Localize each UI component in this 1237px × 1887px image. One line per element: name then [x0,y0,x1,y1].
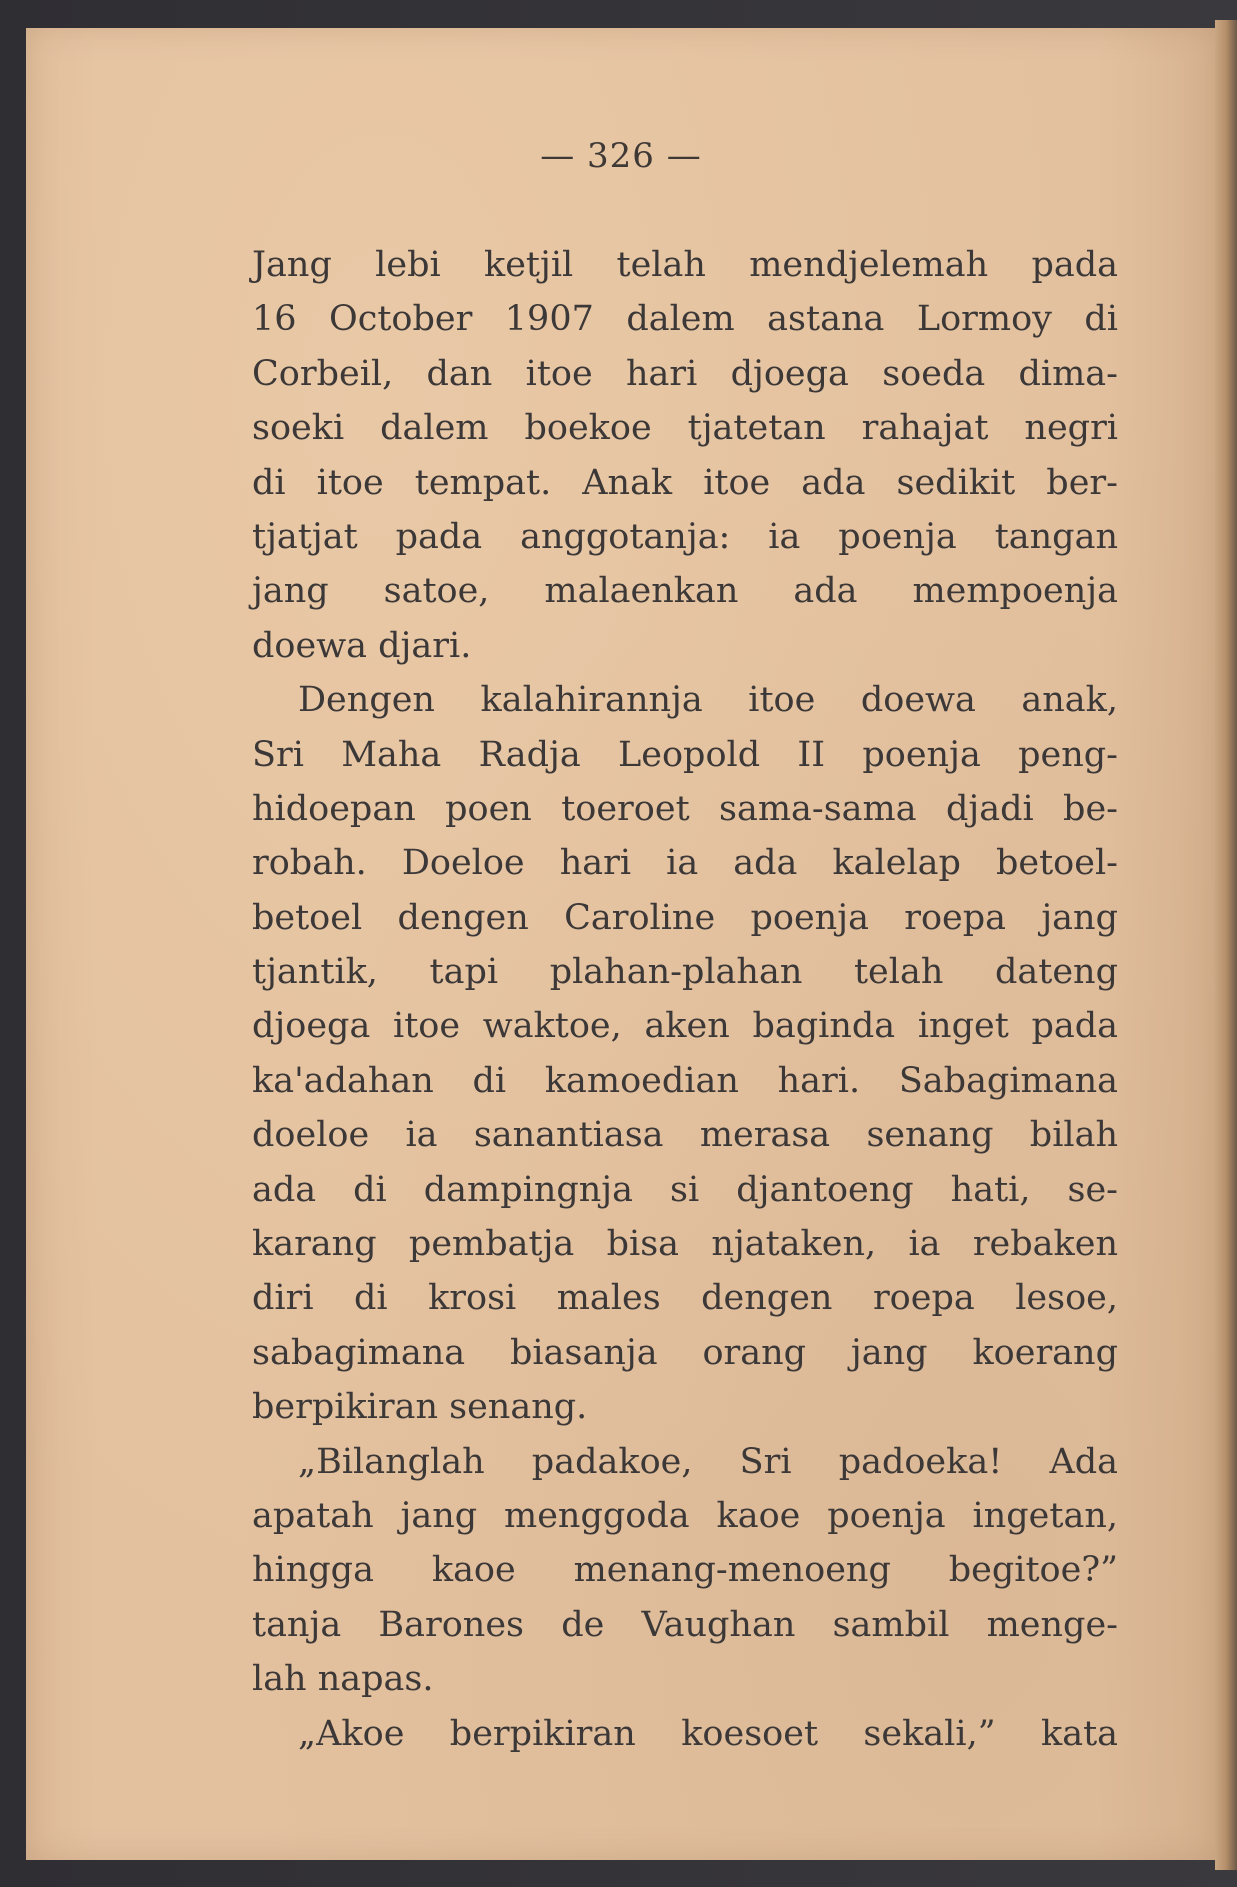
text-line: tanja Barones de Vaughan sambil menge- [252,1604,1118,1645]
text-line: „Akoe berpikiran koesoet sekali,” kata [298,1713,1118,1754]
text-line: Sri Maha Radja Leopold II poenja peng- [252,734,1118,775]
text-line: jang satoe, malaenkan ada mempoenja [252,571,1118,612]
text-line: diri di krosi males dengen roepa lesoe, [252,1278,1118,1319]
text-line: hidoepan poen toeroet sama-sama djadi be- [252,788,1118,829]
text-line: tjantik, tapi plahan-plahan telah dateng [252,952,1118,993]
text-line: berpikiran senang. [252,1387,588,1428]
text-line: betoel dengen Caroline poenja roepa jang [252,897,1118,938]
text-line: 16 October 1907 dalem astana Lormoy di [252,299,1118,340]
text-line: Dengen kalahirannja itoe doewa anak, [298,680,1118,721]
text-line: lah napas. [252,1659,434,1700]
text-line: robah. Doeloe hari ia ada kalelap betoel- [252,843,1118,884]
text-line: ada di dampingnja si djantoeng hati, se- [252,1169,1118,1210]
page-edge [1215,20,1237,1870]
text-line: sabagimana biasanja orang jang koerang [252,1332,1118,1373]
text-line: Jang lebi ketjil telah mendjelemah pada [252,245,1118,285]
text-line: di itoe tempat. Anak itoe ada sedikit ber- [252,462,1118,503]
text-line: karang pembatja bisa njataken, ia rebaken [252,1224,1118,1265]
text-line: djoega itoe waktoe, aken baginda inget pada [252,1006,1118,1047]
text-line: „Bilanglah padakoe, Sri padoeka! Ada [298,1441,1118,1482]
text-line: tjatjat pada anggotanja: ia poenja tangan [252,516,1118,557]
text-line: doeloe ia sanantiasa merasa senang bilah [252,1115,1118,1156]
body-text [252,238,1118,1761]
text-line: apatah jang menggoda kaoe poenja ingetan, [252,1495,1118,1536]
text-line: ka'adahan di kamoedian hari. Sabagimana [252,1060,1118,1101]
page-number: — 326 — [540,136,702,176]
text-line: soeki dalem boekoe tjatetan rahajat negri [252,408,1118,449]
text-line: doewa djari. [252,625,472,666]
text-line: hingga kaoe menang-menoeng begitoe?” [252,1550,1118,1591]
text-line: Corbeil, dan itoe hari djoega soeda dima- [252,353,1118,394]
book-page [26,28,1216,1860]
